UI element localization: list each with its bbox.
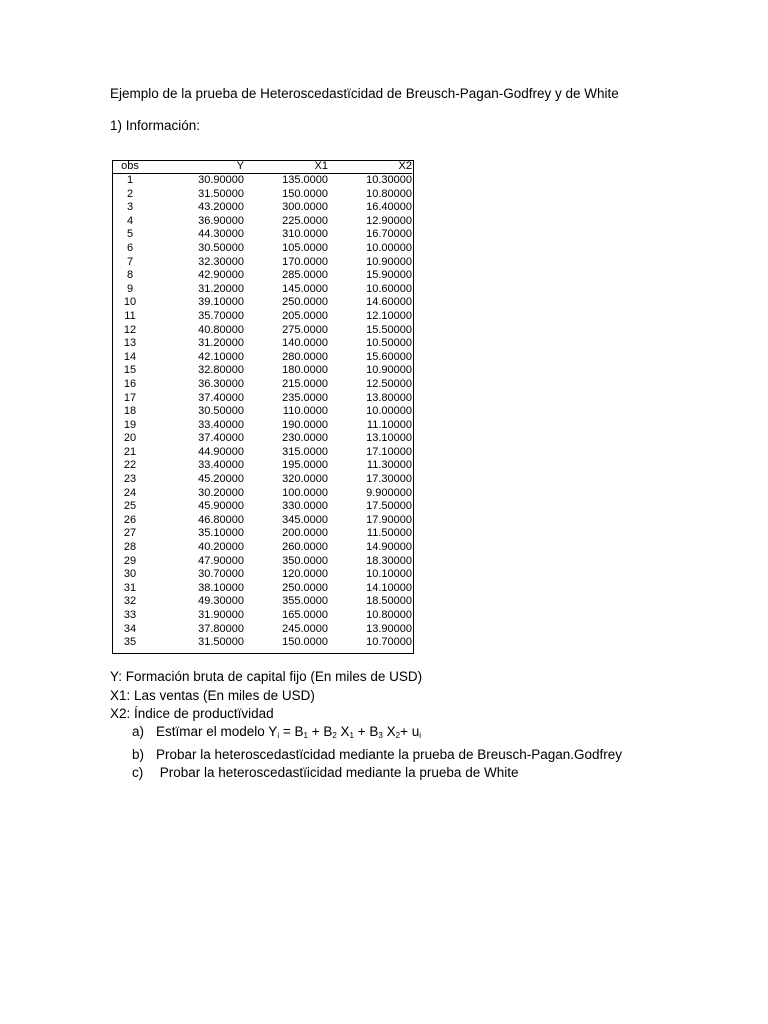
cell-x2: 10.60000 xyxy=(366,282,412,295)
cell-x1: 345.0000 xyxy=(282,513,328,526)
cell-y: 37.40000 xyxy=(198,432,244,445)
cell-y: 33.40000 xyxy=(198,418,244,431)
table-row xyxy=(113,324,412,338)
table-row xyxy=(113,636,412,650)
cell-y: 30.50000 xyxy=(198,405,244,418)
cell-obs: 3 xyxy=(126,201,134,214)
cell-x1: 285.0000 xyxy=(282,269,328,282)
cell-x2: 10.00000 xyxy=(366,405,412,418)
cell-obs: 16 xyxy=(123,377,137,390)
cell-obs: 35 xyxy=(123,636,137,649)
table-row xyxy=(113,555,412,569)
cell-y: 45.90000 xyxy=(198,500,244,513)
cell-y: 31.20000 xyxy=(198,337,244,350)
cell-x1: 275.0000 xyxy=(282,323,328,336)
cell-x2: 17.30000 xyxy=(366,473,412,486)
table-row xyxy=(113,527,412,541)
header-obs: obs xyxy=(121,160,139,172)
cell-y: 42.90000 xyxy=(198,269,244,282)
cell-x2: 10.70000 xyxy=(366,636,412,649)
cell-x2: 10.10000 xyxy=(366,568,412,581)
table-row xyxy=(113,337,412,351)
cell-x2: 12.50000 xyxy=(366,377,412,390)
cell-x1: 310.0000 xyxy=(282,228,328,241)
cell-y: 36.90000 xyxy=(198,214,244,227)
cell-obs: 34 xyxy=(123,622,137,635)
table-row xyxy=(113,174,412,188)
cell-obs: 33 xyxy=(123,609,137,621)
cell-obs: 30 xyxy=(123,568,137,581)
header-x1: X1 xyxy=(314,160,328,172)
cell-obs: 22 xyxy=(123,459,137,472)
cell-y: 31.90000 xyxy=(198,609,244,621)
table-row xyxy=(113,283,412,297)
cell-x1: 320.0000 xyxy=(282,473,328,486)
cell-obs: 25 xyxy=(123,500,137,513)
cell-x1: 110.0000 xyxy=(282,405,328,418)
table-row xyxy=(113,215,412,229)
cell-y: 35.70000 xyxy=(198,309,244,322)
cell-x1: 355.0000 xyxy=(282,595,328,608)
cell-y: 39.10000 xyxy=(198,296,244,309)
cell-x1: 250.0000 xyxy=(282,296,328,309)
table-row xyxy=(113,296,412,310)
cell-obs: 12 xyxy=(123,323,137,336)
cell-x1: 225.0000 xyxy=(282,214,328,227)
table-row xyxy=(113,623,412,637)
cell-x1: 200.0000 xyxy=(282,527,328,540)
cell-y: 31.50000 xyxy=(198,636,244,649)
cell-y: 32.30000 xyxy=(198,255,244,268)
cell-y: 32.80000 xyxy=(198,364,244,377)
cell-x1: 140.0000 xyxy=(282,337,328,350)
table-row xyxy=(113,256,412,270)
cell-x2: 18.30000 xyxy=(366,554,412,567)
cell-x1: 280.0000 xyxy=(282,350,328,363)
cell-obs: 32 xyxy=(123,595,137,608)
cell-obs: 1 xyxy=(126,174,134,186)
cell-x1: 230.0000 xyxy=(282,432,328,445)
cell-obs: 8 xyxy=(126,269,134,282)
cell-x2: 14.90000 xyxy=(366,541,412,554)
cell-x1: 120.0000 xyxy=(282,568,328,581)
cell-obs: 29 xyxy=(123,554,137,567)
cell-x2: 16.40000 xyxy=(366,201,412,214)
table-row xyxy=(113,568,412,582)
table-row xyxy=(113,392,412,406)
cell-x2: 10.90000 xyxy=(366,255,412,268)
data-table xyxy=(113,161,412,650)
cell-x2: 10.80000 xyxy=(366,187,412,200)
cell-y: 42.10000 xyxy=(198,350,244,363)
cell-y: 38.10000 xyxy=(198,581,244,594)
cell-y: 44.90000 xyxy=(198,445,244,458)
cell-x2: 10.00000 xyxy=(366,241,412,254)
cell-x2: 10.30000 xyxy=(366,174,412,186)
cell-y: 30.50000 xyxy=(198,241,244,254)
table-row xyxy=(113,378,412,392)
cell-x2: 18.50000 xyxy=(366,595,412,608)
cell-x1: 205.0000 xyxy=(282,309,328,322)
task-a-marker: a) xyxy=(132,724,145,739)
cell-obs: 6 xyxy=(126,241,134,254)
cell-x2: 17.50000 xyxy=(366,500,412,513)
cell-obs: 18 xyxy=(123,405,137,418)
cell-y: 37.80000 xyxy=(198,622,244,635)
cell-y: 30.20000 xyxy=(198,486,244,499)
cell-x1: 250.0000 xyxy=(282,581,328,594)
cell-x1: 135.0000 xyxy=(282,174,328,186)
cell-x1: 150.0000 xyxy=(282,187,328,200)
table-row xyxy=(113,541,412,555)
table-row xyxy=(113,500,412,514)
cell-x2: 9.900000 xyxy=(366,486,412,499)
definition-y: Y: Formación bruta de capital fijo (En miles de USD) xyxy=(110,669,423,684)
cell-x1: 300.0000 xyxy=(282,201,328,214)
cell-obs: 23 xyxy=(123,473,137,486)
cell-y: 36.30000 xyxy=(198,377,244,390)
definition-x2: X2: Índice de productïvidad xyxy=(110,706,274,721)
cell-obs: 28 xyxy=(123,541,137,554)
cell-y: 33.40000 xyxy=(198,459,244,472)
definition-x1: X1: Las ventas (En miles de USD) xyxy=(110,687,315,703)
cell-x1: 165.0000 xyxy=(282,609,328,621)
cell-x2: 11.50000 xyxy=(366,527,412,540)
cell-x1: 350.0000 xyxy=(282,554,328,567)
task-b xyxy=(132,746,622,765)
cell-obs: 27 xyxy=(123,527,137,540)
cell-x2: 13.80000 xyxy=(366,391,412,404)
section-title: 1) Información: xyxy=(110,118,201,133)
cell-x2: 15.90000 xyxy=(366,269,412,282)
cell-obs: 20 xyxy=(123,432,137,445)
cell-obs: 14 xyxy=(123,350,137,363)
cell-y: 44.30000 xyxy=(198,228,244,241)
cell-obs: 10 xyxy=(123,296,137,309)
cell-x1: 245.0000 xyxy=(282,622,328,635)
header-x2: X2 xyxy=(398,160,412,172)
cell-x2: 15.50000 xyxy=(366,323,412,336)
cell-x2: 11.30000 xyxy=(366,459,412,472)
task-c xyxy=(132,764,622,783)
cell-y: 49.30000 xyxy=(198,595,244,608)
task-a-text: Estïmar el modelo $Y_i = B_1 + B_2$ $X_1 + B_3$ $X_2+ u_i$ xyxy=(156,724,421,740)
variable-definitions xyxy=(110,668,422,724)
cell-obs: 7 xyxy=(126,255,134,268)
cell-y: 30.70000 xyxy=(198,568,244,581)
cell-y: 37.40000 xyxy=(198,391,244,404)
table-row xyxy=(113,473,412,487)
cell-x2: 10.90000 xyxy=(366,364,412,377)
cell-x2: 12.90000 xyxy=(366,214,412,227)
cell-obs: 2 xyxy=(126,187,134,200)
table-row xyxy=(113,188,412,202)
cell-x1: 330.0000 xyxy=(282,500,328,513)
cell-y: 31.20000 xyxy=(198,282,244,295)
document-heading: Ejemplo de la prueba de Heteroscedastïcidad de Breusch-Pagan-Godfrey y de White xyxy=(110,86,619,101)
cell-obs: 11 xyxy=(124,309,136,322)
cell-x1: 235.0000 xyxy=(282,391,328,404)
cell-x1: 315.0000 xyxy=(282,445,328,458)
cell-obs: 26 xyxy=(123,513,137,526)
cell-obs: 17 xyxy=(123,391,137,404)
table-row xyxy=(113,595,412,609)
cell-y: 40.20000 xyxy=(198,541,244,554)
cell-obs: 9 xyxy=(126,282,134,295)
cell-obs: 21 xyxy=(123,445,137,458)
table-body xyxy=(113,174,412,650)
table-row xyxy=(113,582,412,596)
cell-obs: 4 xyxy=(126,214,134,227)
table-row xyxy=(113,269,412,283)
cell-x1: 145.0000 xyxy=(282,282,328,295)
cell-x1: 260.0000 xyxy=(282,541,328,554)
table-row xyxy=(113,351,412,365)
cell-x1: 190.0000 xyxy=(282,418,328,431)
cell-obs: 24 xyxy=(123,486,137,499)
table-row xyxy=(113,609,412,623)
cell-obs: 31 xyxy=(123,581,137,594)
task-list xyxy=(132,723,622,783)
cell-x2: 13.90000 xyxy=(366,622,412,635)
table-row xyxy=(113,310,412,324)
task-c-text: Probar la heteroscedastïicidad mediante la prueba de White xyxy=(156,765,519,780)
cell-x2: 17.10000 xyxy=(366,445,412,458)
cell-y: 43.20000 xyxy=(198,201,244,214)
cell-x1: 100.0000 xyxy=(282,486,328,499)
cell-x2: 13.10000 xyxy=(366,432,412,445)
table-row xyxy=(113,405,412,419)
cell-x2: 14.60000 xyxy=(366,296,412,309)
cell-x2: 15.60000 xyxy=(366,350,412,363)
table-row xyxy=(113,432,412,446)
cell-obs: 15 xyxy=(123,364,137,377)
table-row xyxy=(113,514,412,528)
task-a xyxy=(132,723,622,746)
cell-x2: 14.10000 xyxy=(366,581,412,594)
cell-x1: 195.0000 xyxy=(282,459,328,472)
data-table-frame xyxy=(112,160,414,654)
cell-x1: 150.0000 xyxy=(282,636,328,649)
cell-y: 46.80000 xyxy=(198,513,244,526)
cell-x2: 10.80000 xyxy=(366,609,412,621)
cell-x2: 11.10000 xyxy=(366,418,412,431)
cell-x2: 16.70000 xyxy=(366,228,412,241)
table-row xyxy=(113,364,412,378)
table-row xyxy=(113,487,412,501)
cell-obs: 5 xyxy=(126,228,134,241)
task-b-text: Probar la heteroscedastïcidad mediante la prueba de Breusch-Pagan.Godfrey xyxy=(156,746,623,762)
cell-x1: 215.0000 xyxy=(282,377,328,390)
cell-y: 45.20000 xyxy=(198,473,244,486)
cell-obs: 19 xyxy=(123,418,137,431)
cell-obs: 13 xyxy=(123,337,137,350)
cell-x1: 180.0000 xyxy=(282,364,328,377)
table-row xyxy=(113,228,412,242)
task-b-marker: b) xyxy=(132,746,145,762)
cell-y: 35.10000 xyxy=(198,527,244,540)
header-y: Y xyxy=(236,160,244,172)
cell-y: 30.90000 xyxy=(198,174,244,186)
table-row xyxy=(113,242,412,256)
table-header xyxy=(113,161,412,174)
cell-x2: 10.50000 xyxy=(366,337,412,350)
cell-x1: 105.0000 xyxy=(282,241,328,254)
table-row xyxy=(113,459,412,473)
cell-y: 40.80000 xyxy=(198,323,244,336)
table-row xyxy=(113,419,412,433)
table-row xyxy=(113,201,412,215)
cell-x2: 12.10000 xyxy=(366,309,412,322)
cell-x1: 170.0000 xyxy=(282,255,328,268)
task-c-marker: c) xyxy=(132,765,144,780)
cell-y: 47.90000 xyxy=(198,554,244,567)
cell-x2: 17.90000 xyxy=(366,513,412,526)
table-row xyxy=(113,446,412,460)
cell-y: 31.50000 xyxy=(198,187,244,200)
